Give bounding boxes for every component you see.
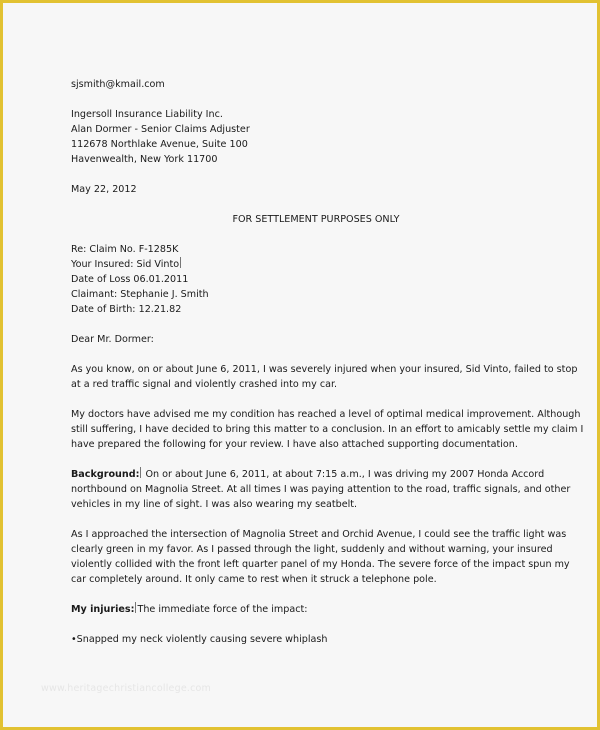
text-cursor	[180, 257, 181, 268]
sender-email: sjsmith@kmail.com	[71, 79, 165, 90]
ref-claim: Re: Claim No. F-1285K	[71, 244, 179, 255]
recipient-city: Havenwealth, New York 11700	[71, 154, 218, 165]
spacer	[71, 512, 561, 527]
recipient-company: Ingersoll Insurance Liability Inc.	[71, 109, 223, 120]
recipient-name-title: Alan Dormer - Senior Claims Adjuster	[71, 124, 250, 135]
spacer	[71, 392, 561, 407]
ref-insured: Your Insured: Sid Vinto	[71, 259, 180, 270]
spacer	[71, 167, 561, 182]
ref-claimant: Claimant: Stephanie J. Smith	[71, 289, 209, 300]
spacer	[71, 617, 561, 632]
paragraph-line: As you know, on or about June 6, 2011, I was severely injured when your insured, Sid Vinto, failed to stop	[71, 364, 578, 375]
paragraph-background	[71, 467, 571, 512]
background-first-line	[71, 467, 561, 482]
spacer	[71, 452, 561, 467]
paragraph-incident	[71, 362, 578, 392]
paragraph-line: northbound on Magnolia Street. At all times I was paying attention to the road, traffic signals, and other	[71, 484, 571, 495]
paragraph-medical	[71, 407, 584, 452]
injuries-label: My injuries:	[71, 604, 135, 615]
recipient-street: 112678 Northlake Avenue, Suite 100	[71, 139, 248, 150]
spacer	[71, 347, 561, 362]
paragraph-line: have prepared the following for your review. I have also attached supporting documentation.	[71, 439, 518, 450]
paragraph-line: clearly green in my favor. As I passed through the light, suddenly and without warning, your insured	[71, 544, 553, 555]
injuries-text: The immediate force of the impact:	[137, 604, 308, 615]
paragraph-line: vehicles in my line of sight. I was also wearing my seatbelt.	[71, 499, 358, 510]
spacer	[71, 197, 561, 212]
ref-date-of-loss: Date of Loss 06.01.2011	[71, 274, 189, 285]
paragraph-line: car completely around. It only came to rest when it struck a telephone pole.	[71, 574, 437, 585]
spacer	[71, 92, 561, 107]
ref-date-of-birth: Date of Birth: 12.21.82	[71, 304, 182, 315]
letter-page	[71, 77, 584, 647]
spacer	[71, 227, 561, 242]
paragraph-line: violently collided with the front left quarter panel of my Honda. The severe force of the impact spun my	[71, 559, 570, 570]
ref-insured-row	[71, 257, 561, 272]
settlement-heading: FOR SETTLEMENT PURPOSES ONLY	[232, 214, 400, 225]
paragraph-line: still suffering, I have decided to bring this matter to a conclusion. In an effort to amicably settle my claim I	[71, 424, 584, 435]
paragraph-line: As I approached the intersection of Magnolia Street and Orchid Avenue, I could see the traffic light was	[71, 529, 567, 540]
background-text: On or about June 6, 2011, at about 7:15 a.m., I was driving my 2007 Honda Accord	[142, 469, 545, 480]
watermark: www.heritagechristiancollege.com	[41, 683, 211, 694]
bullet-item: •Snapped my neck violently causing severe whiplash	[71, 634, 328, 645]
paragraph-line: at a red traffic signal and violently crashed into my car.	[71, 379, 338, 390]
paragraph-intersection	[71, 527, 570, 587]
background-label: Background:	[71, 469, 140, 480]
spacer	[71, 587, 561, 602]
injuries-line	[71, 602, 561, 617]
spacer	[71, 317, 561, 332]
paragraph-line: My doctors have advised me my condition has reached a level of optimal medical improvement. Although	[71, 409, 581, 420]
salutation: Dear Mr. Dormer:	[71, 334, 154, 345]
letter-date: May 22, 2012	[71, 184, 137, 195]
